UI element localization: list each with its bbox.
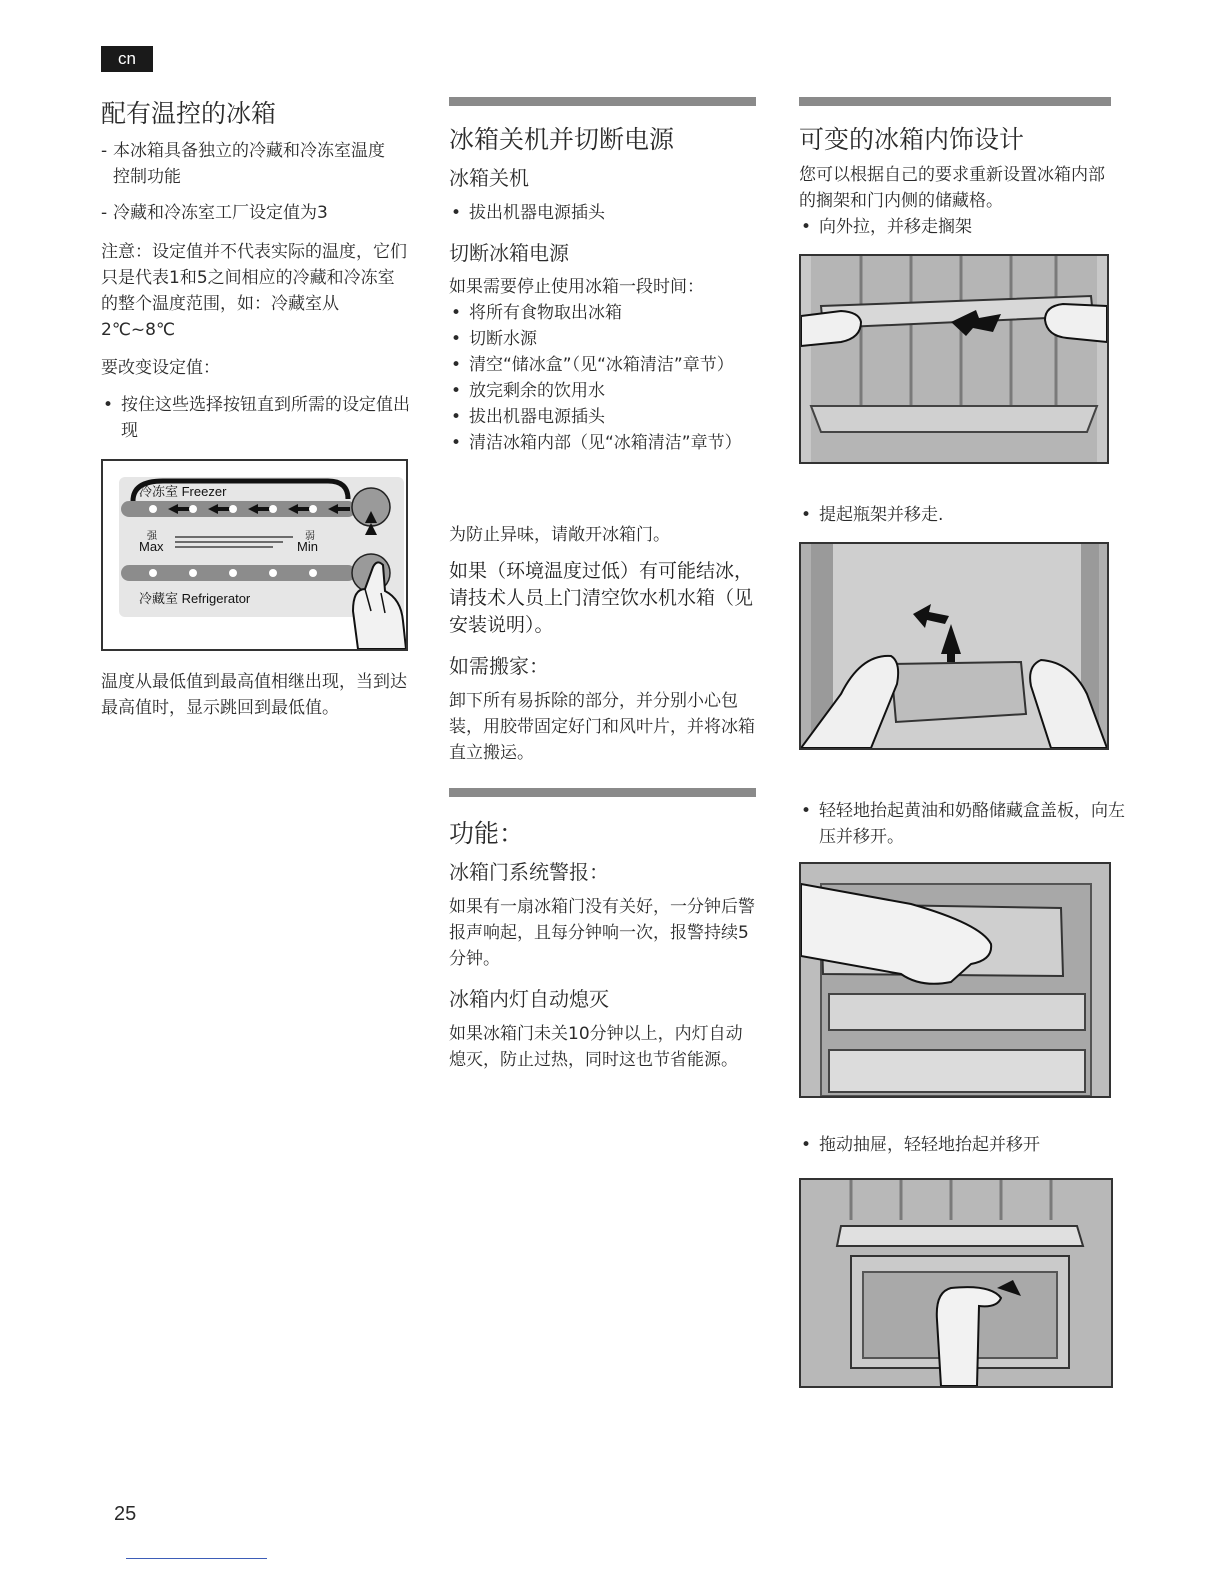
change-list: [101, 392, 411, 444]
max-label: Max: [139, 539, 164, 554]
power-off-list: [449, 200, 759, 226]
freezer-label: 冷冻室 Freezer: [139, 484, 227, 499]
dash-list: [101, 138, 401, 226]
section-title-interior: 可变的冰箱内饰设计: [799, 125, 1025, 154]
step1-list: [799, 214, 1117, 240]
control-panel-figure: [101, 459, 408, 651]
change-intro: 要改变设定值：: [101, 358, 220, 378]
step3-instruction: • 轻轻地抬起黄油和奶酪储藏盒盖板，向左压并移开。: [799, 798, 1125, 850]
subtitle-power-off: 冰箱关机: [449, 166, 529, 190]
language-tag: cn: [101, 46, 153, 72]
section-rule: [799, 97, 1111, 106]
max-label-cn: 强: [147, 531, 157, 542]
disconnect-list: [449, 300, 759, 456]
after-panel-paragraph: 温度从最低值到最高值相继出现，当到达最高值时，显示跳回到最低值。: [101, 672, 407, 718]
drawer-figure: [799, 1178, 1113, 1388]
interior-intro: 您可以根据自己的要求重新设置冰箱内部的搁架和门内侧的储藏格。: [799, 165, 1105, 211]
disconnect-item: • 切断水源: [449, 326, 759, 352]
butter-box-figure: [799, 862, 1111, 1098]
section-title-functions: 功能：: [449, 819, 525, 848]
step3-list: [799, 798, 1125, 850]
step2-list: [799, 502, 1117, 528]
freeze-warning: 如果（环境温度过低）有可能结冰，请技术人员上门清空饮水机水箱（见安装说明）。: [449, 560, 754, 636]
bottle-rack-figure: [799, 542, 1109, 750]
disconnect-intro: 如果需要停止使用冰箱一段时间：: [449, 277, 704, 297]
power-off-item: • 拔出机器电源插头: [449, 200, 759, 226]
disconnect-item: • 放完剩余的饮用水: [449, 378, 759, 404]
change-bullet: • 按住这些选择按钮直到所需的设定值出现: [101, 392, 411, 444]
section-title-temperature: 配有温控的冰箱: [101, 99, 277, 128]
disconnect-item: • 将所有食物取出冰箱: [449, 300, 759, 326]
dash-item: - 冷藏和冷冻室工厂设定值为3: [101, 200, 401, 226]
bottle-rack-illustration: [801, 544, 1107, 748]
shelf-removal-illustration: [801, 256, 1107, 462]
shelf-removal-figure: [799, 254, 1109, 464]
min-label: Min: [297, 539, 318, 554]
disconnect-item: • 清洁冰箱内部（见“冰箱清洁”章节）: [449, 430, 759, 456]
step2-instruction: • 提起瓶架并移走.: [799, 502, 1117, 528]
page-number: 25: [114, 1503, 137, 1525]
subtitle-moving: 如需搬家：: [449, 654, 549, 678]
disconnect-item: • 清空“储冰盒”（见“冰箱清洁”章节）: [449, 352, 759, 378]
step1-instruction: • 向外拉，并移走搁架: [799, 214, 1117, 240]
min-label-cn: 弱: [305, 531, 315, 542]
section-rule: [449, 97, 756, 106]
step4-instruction: • 拖动抽屉，轻轻地抬起并移开: [799, 1132, 1117, 1158]
subtitle-door-alarm: 冰箱门系统警报：: [449, 860, 609, 884]
step4-list: [799, 1132, 1117, 1158]
subtitle-light-off: 冰箱内灯自动熄灭: [449, 987, 609, 1011]
section-rule: [449, 788, 756, 797]
moving-paragraph: 卸下所有易拆除的部分，并分别小心包装，用胶带固定好门和风叶片，并将冰箱直立搬运。: [449, 691, 755, 763]
drawer-illustration: [801, 1180, 1111, 1386]
note-paragraph: 注意：设定值并不代表实际的温度，它们只是代表1和5之间相应的冷藏和冷冻室的整个温度范围，如：冷藏室从2℃~8℃: [101, 242, 407, 340]
subtitle-disconnect: 切断冰箱电源: [449, 241, 569, 265]
refrigerator-label: 冷藏室 Refrigerator: [139, 591, 251, 606]
door-alarm-paragraph: 如果有一扇冰箱门没有关好，一分钟后警报声响起，且每分钟响一次，报警持续5分钟。: [449, 897, 755, 969]
section-title-shutdown: 冰箱关机并切断电源: [449, 125, 675, 154]
footer-line: [126, 1558, 267, 1559]
light-off-paragraph: 如果冰箱门未关10分钟以上，内灯自动熄灭，防止过热，同时这也节省能源。: [449, 1024, 743, 1070]
dash-item: - 本冰箱具备独立的冷藏和冷冻室温度控制功能: [101, 138, 401, 190]
butter-box-illustration: [801, 864, 1109, 1096]
odor-note: 为防止异味，请敞开冰箱门。: [449, 525, 670, 545]
disconnect-item: • 拔出机器电源插头: [449, 404, 759, 430]
